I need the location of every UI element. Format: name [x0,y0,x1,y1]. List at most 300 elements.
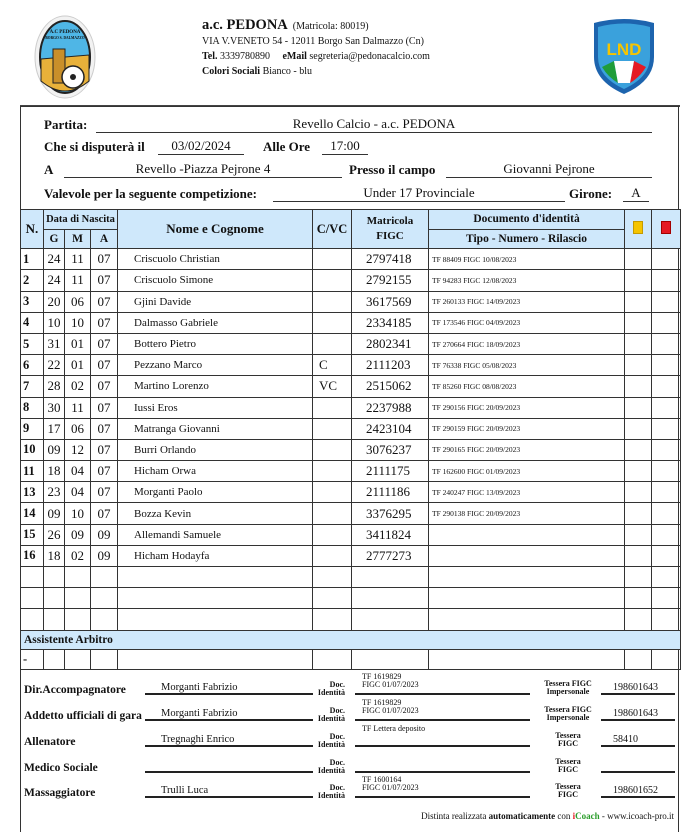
cell-n[interactable]: 7 [21,376,44,397]
cell-yellow-card[interactable] [625,333,652,354]
staff-doc-line1: TF 1619829 [362,672,402,681]
staff-doc-field[interactable] [355,751,530,773]
cell-yellow-card[interactable] [625,609,652,630]
cell-n[interactable] [21,567,44,588]
doc-label-1: Doc. [329,783,345,792]
assistant-cell[interactable] [44,650,65,670]
club-logo [33,15,97,99]
cell-cvc[interactable] [313,249,352,270]
assistant-cell[interactable] [118,650,313,670]
table-row [21,588,681,609]
staff-doc-field[interactable] [355,673,530,695]
cell-m[interactable]: 06 [65,418,91,439]
cell-mat[interactable]: 2111175 [352,461,429,482]
cell-m[interactable]: 01 [65,333,91,354]
tessera-label [533,783,603,798]
tessera-label [533,680,603,695]
header-name: Nome e Cognome [118,210,313,249]
cell-doc[interactable]: TF 290156 FIGC 20/09/2023 [429,397,625,418]
cell-name[interactable]: Burri Orlando [118,439,313,460]
cell-name[interactable]: Hicham Hodayfa [118,545,313,566]
staff-role: Medico Sociale [24,762,98,774]
header-matricola-line2: FIGC [376,230,404,243]
cell-cvc[interactable] [313,461,352,482]
assistant-cell[interactable] [625,650,652,670]
cell-g[interactable]: 20 [44,291,65,312]
staff-name-field[interactable]: Morganti Fabrizio [145,707,313,721]
staff-role: Allenatore [24,736,76,748]
time-label: Alle Ore [263,139,311,154]
header-g: G [44,229,65,249]
cell-n[interactable]: 9 [21,418,44,439]
cell-m[interactable]: 04 [65,482,91,503]
doc-identity-label [313,733,345,748]
staff-doc-line1: TF Lettera deposito [362,724,426,733]
cell-g[interactable]: 28 [44,376,65,397]
cell-m[interactable]: 11 [65,249,91,270]
cell-mat[interactable]: 3411824 [352,524,429,545]
assistant-n[interactable]: - [21,650,44,670]
red-card-icon [661,221,671,234]
staff-doc-field[interactable] [355,725,530,747]
competition-field[interactable]: Under 17 Provinciale [273,185,565,202]
cell-name[interactable]: Gjini Davide [118,291,313,312]
roster-table [20,209,681,670]
tessera-label [533,732,603,747]
staff-name-field[interactable]: Trulli Luca [145,784,313,798]
cell-red-card[interactable] [652,270,681,291]
cell-n[interactable]: 14 [21,503,44,524]
cell-doc[interactable]: TF 290138 FIGC 20/09/2023 [429,503,625,524]
cell-m[interactable] [65,609,91,630]
header-document: Documento d'identità [429,210,625,230]
cell-n[interactable]: 11 [21,461,44,482]
doc-label-1: Doc. [329,758,345,767]
assistant-cell[interactable] [65,650,91,670]
field-field[interactable]: Giovanni Pejrone [446,161,652,178]
place-label: A [44,162,54,177]
cell-cvc[interactable] [313,588,352,609]
cell-mat[interactable]: 3617569 [352,291,429,312]
cell-red-card[interactable] [652,397,681,418]
cell-name[interactable] [118,567,313,588]
partita-field[interactable]: Revello Calcio - a.c. PEDONA [96,116,652,133]
cell-m[interactable]: 02 [65,376,91,397]
cell-cvc[interactable] [313,418,352,439]
assistant-referee-header: Assistente Arbitro [21,630,681,650]
cell-doc[interactable]: TF 290165 FIGC 20/09/2023 [429,439,625,460]
cell-yellow-card[interactable] [625,270,652,291]
cell-cvc[interactable]: VC [313,376,352,397]
date-field[interactable]: 03/02/2024 [158,138,244,155]
cell-g[interactable]: 09 [44,503,65,524]
header-a: A [91,229,118,249]
cell-doc[interactable] [429,609,625,630]
table-row [21,545,681,566]
brand-coach: Coach [575,811,600,821]
tessera-label [533,758,603,773]
cell-m[interactable]: 10 [65,312,91,333]
staff-doc-line1: TF 1619829 [362,698,402,707]
club-tel: 3339780890 [219,51,270,62]
staff-tessera-field[interactable]: 198601643 [601,707,675,721]
cell-cvc[interactable] [313,270,352,291]
cell-a[interactable] [91,567,118,588]
cell-g[interactable]: 31 [44,333,65,354]
cell-name[interactable]: Hicham Orwa [118,461,313,482]
cell-m[interactable]: 01 [65,355,91,376]
doc-label-2: Identità [317,790,345,800]
cell-red-card[interactable] [652,461,681,482]
cell-a[interactable]: 07 [91,503,118,524]
cell-a[interactable]: 07 [91,418,118,439]
staff-tessera-field[interactable]: 58410 [601,733,675,747]
cell-red-card[interactable] [652,291,681,312]
cell-a[interactable]: 07 [91,439,118,460]
cell-mat[interactable] [352,609,429,630]
cell-yellow-card[interactable] [625,312,652,333]
cell-yellow-card[interactable] [625,439,652,460]
staff-doc-field[interactable] [355,699,530,721]
staff-role: Dir.Accompagnatore [24,684,126,696]
cell-name[interactable]: Morganti Paolo [118,482,313,503]
header-red-card [652,210,681,249]
cell-n[interactable]: 3 [21,291,44,312]
cell-red-card[interactable] [652,418,681,439]
cell-cvc[interactable] [313,567,352,588]
cell-mat[interactable]: 2423104 [352,418,429,439]
cell-m[interactable]: 10 [65,503,91,524]
cell-a[interactable]: 07 [91,333,118,354]
cell-red-card[interactable] [652,355,681,376]
table-row [21,333,681,354]
cell-name[interactable]: Bottero Pietro [118,333,313,354]
tessera-label-2: Impersonale [546,686,590,696]
cell-n[interactable]: 1 [21,249,44,270]
cell-n[interactable]: 2 [21,270,44,291]
assistant-cell[interactable] [652,650,681,670]
cell-name[interactable]: Matranga Giovanni [118,418,313,439]
cell-mat[interactable]: 2111203 [352,355,429,376]
cell-name[interactable]: Criscuolo Christian [118,249,313,270]
club-logo-text: A.C PEDONA [49,30,81,35]
cell-red-card[interactable] [652,545,681,566]
cell-yellow-card[interactable] [625,249,652,270]
cell-g[interactable] [44,567,65,588]
club-name: a.c. PEDONA [202,17,288,33]
header-matricola-line1: Matricola [366,215,414,228]
cell-cvc[interactable] [313,439,352,460]
cell-mat[interactable] [352,588,429,609]
cell-mat[interactable]: 2334185 [352,312,429,333]
doc-identity-label [313,707,345,722]
cell-yellow-card[interactable] [625,376,652,397]
assistant-cell[interactable] [313,650,352,670]
cell-g[interactable]: 24 [44,270,65,291]
cell-cvc[interactable] [313,545,352,566]
cell-yellow-card[interactable] [625,524,652,545]
club-logo-subtext: BORGO S. DALMAZZO [45,36,85,40]
cell-n[interactable]: 16 [21,545,44,566]
cell-red-card[interactable] [652,588,681,609]
cell-a[interactable]: 07 [91,482,118,503]
header-document-detail: Tipo - Numero - Rilascio [429,229,625,249]
brand-i: i [572,811,576,821]
staff-name-field[interactable]: Tregnaghi Enrico [145,733,313,747]
cell-n[interactable]: 10 [21,439,44,460]
cell-m[interactable]: 09 [65,524,91,545]
cell-mat[interactable]: 2802341 [352,333,429,354]
cell-a[interactable]: 09 [91,524,118,545]
tel-label: Tel. [202,51,218,62]
header-cvc: C/VC [313,210,352,249]
cell-yellow-card[interactable] [625,567,652,588]
footer [20,811,674,821]
cell-doc[interactable]: TF 173546 FIGC 04/09/2023 [429,312,625,333]
cell-doc[interactable]: TF 85260 FIGC 08/08/2023 [429,376,625,397]
cell-cvc[interactable]: C [313,355,352,376]
cell-n[interactable]: 4 [21,312,44,333]
tessera-label-1: Tessera [555,731,581,740]
cell-a[interactable]: 07 [91,461,118,482]
staff-tessera-field[interactable]: 198601652 [601,784,675,798]
staff-doc-line2: FIGC 01/07/2023 [362,706,419,715]
cell-red-card[interactable] [652,567,681,588]
cell-m[interactable] [65,588,91,609]
table-row [21,397,681,418]
cell-g[interactable]: 09 [44,439,65,460]
cell-cvc[interactable] [313,312,352,333]
assistant-cell[interactable] [91,650,118,670]
cell-g[interactable] [44,588,65,609]
cell-yellow-card[interactable] [625,397,652,418]
cell-a[interactable]: 07 [91,355,118,376]
table-row [21,270,681,291]
club-colors: Bianco - blu [262,66,312,77]
cell-n[interactable]: 13 [21,482,44,503]
cell-cvc[interactable] [313,609,352,630]
table-row [21,291,681,312]
cell-mat[interactable]: 2777273 [352,545,429,566]
cell-a[interactable] [91,609,118,630]
cell-doc[interactable] [429,524,625,545]
cell-n[interactable]: 6 [21,355,44,376]
cell-g[interactable]: 22 [44,355,65,376]
cell-red-card[interactable] [652,609,681,630]
cell-doc[interactable] [429,588,625,609]
cell-red-card[interactable] [652,482,681,503]
cell-yellow-card[interactable] [625,482,652,503]
cell-m[interactable]: 11 [65,270,91,291]
cell-doc[interactable]: TF 162600 FIGC 01/09/2023 [429,461,625,482]
field-label: Presso il campo [349,162,436,177]
cell-name[interactable]: Bozza Kevin [118,503,313,524]
yellow-card-icon [633,221,643,234]
club-email[interactable]: segreteria@pedonacalcio.com [309,51,430,62]
staff-role: Addetto ufficiali di gara [24,710,142,722]
cell-name[interactable] [118,609,313,630]
staff-doc-field[interactable] [355,776,530,798]
cell-n[interactable] [21,588,44,609]
doc-identity-label [313,784,345,799]
cell-m[interactable]: 11 [65,397,91,418]
table-row [21,418,681,439]
cell-doc[interactable] [429,545,625,566]
cell-cvc[interactable] [313,482,352,503]
cell-red-card[interactable] [652,376,681,397]
cell-g[interactable]: 17 [44,418,65,439]
staff-tessera-field[interactable] [601,759,675,773]
cell-name[interactable]: Dalmasso Gabriele [118,312,313,333]
header-matricola [352,210,429,249]
doc-label-1: Doc. [329,680,345,689]
club-address: VIA V.VENETO 54 - 12011 Borgo San Dalmazzo (Cn) [202,36,424,47]
cell-m[interactable]: 06 [65,291,91,312]
cell-name[interactable]: Allemandi Samuele [118,524,313,545]
cell-name[interactable]: Martino Lorenzo [118,376,313,397]
cell-a[interactable]: 07 [91,270,118,291]
tessera-label-2: FIGC [558,738,578,748]
doc-identity-label [313,681,345,696]
header-n: N. [21,210,44,249]
cell-yellow-card[interactable] [625,291,652,312]
cell-g[interactable]: 10 [44,312,65,333]
cell-mat[interactable]: 2237988 [352,397,429,418]
cell-name[interactable]: Pezzano Marco [118,355,313,376]
cell-doc[interactable]: TF 260133 FIGC 14/09/2023 [429,291,625,312]
cell-doc[interactable]: TF 270664 FIGC 18/09/2023 [429,333,625,354]
cell-cvc[interactable] [313,291,352,312]
group-field[interactable]: A [623,185,649,202]
footer-suffix[interactable]: - www.icoach-pro.it [601,811,674,821]
cell-n[interactable]: 8 [21,397,44,418]
email-label: eMail [282,51,307,62]
cell-yellow-card[interactable] [625,588,652,609]
cell-doc[interactable]: TF 88409 FIGC 10/08/2023 [429,249,625,270]
doc-label-2: Identità [317,687,345,697]
header-yellow-card [625,210,652,249]
cell-a[interactable]: 07 [91,249,118,270]
cell-yellow-card[interactable] [625,461,652,482]
cell-mat[interactable]: 2792155 [352,270,429,291]
lnd-logo [588,17,660,95]
cell-name[interactable] [118,588,313,609]
cell-n[interactable]: 5 [21,333,44,354]
cell-yellow-card[interactable] [625,503,652,524]
club-matricola: (Matricola: 80019) [292,21,369,32]
cell-yellow-card[interactable] [625,545,652,566]
staff-doc-line2: FIGC 01/07/2023 [362,783,419,792]
cell-m[interactable]: 02 [65,545,91,566]
tessera-label-1: Tessera [555,757,581,766]
staff-name-field[interactable] [145,759,313,773]
cell-mat[interactable]: 3076237 [352,439,429,460]
place-field[interactable]: Revello -Piazza Pejrone 4 [64,161,342,178]
cell-m[interactable]: 04 [65,461,91,482]
lnd-logo-text: LND [606,40,642,59]
table-row [21,609,681,630]
cell-mat[interactable]: 2515062 [352,376,429,397]
cell-g[interactable]: 26 [44,524,65,545]
time-field[interactable]: 17:00 [322,138,368,155]
cell-a[interactable]: 09 [91,545,118,566]
cell-a[interactable] [91,588,118,609]
cell-g[interactable]: 24 [44,249,65,270]
table-row [21,312,681,333]
cell-cvc[interactable] [313,397,352,418]
cell-a[interactable]: 07 [91,397,118,418]
cell-g[interactable]: 30 [44,397,65,418]
cell-red-card[interactable] [652,249,681,270]
cell-red-card[interactable] [652,524,681,545]
tessera-label-1: Tessera FIGC [544,679,592,688]
cell-cvc[interactable] [313,503,352,524]
cell-a[interactable]: 07 [91,312,118,333]
cell-red-card[interactable] [652,439,681,460]
staff-name-field[interactable]: Morganti Fabrizio [145,681,313,695]
staff-role: Massaggiatore [24,787,96,799]
table-row [21,461,681,482]
table-row [21,524,681,545]
cell-red-card[interactable] [652,503,681,524]
cell-m[interactable]: 12 [65,439,91,460]
cell-g[interactable]: 18 [44,545,65,566]
cell-mat[interactable] [352,567,429,588]
club-info [202,18,430,79]
doc-label-2: Identità [317,739,345,749]
cell-red-card[interactable] [652,312,681,333]
cell-a[interactable]: 07 [91,291,118,312]
cell-doc[interactable] [429,567,625,588]
cell-doc[interactable]: TF 240247 FIGC 13/09/2023 [429,482,625,503]
cell-n[interactable] [21,609,44,630]
assistant-cell[interactable] [429,650,625,670]
cell-name[interactable]: Criscuolo Simone [118,270,313,291]
footer-con: con [557,811,571,821]
cell-doc[interactable]: TF 76338 FIGC 05/08/2023 [429,355,625,376]
cell-m[interactable] [65,567,91,588]
tessera-label-2: Impersonale [546,712,590,722]
cell-name[interactable]: Iussi Eros [118,397,313,418]
staff-tessera-field[interactable]: 198601643 [601,681,675,695]
tessera-label-1: Tessera FIGC [544,705,592,714]
cell-yellow-card[interactable] [625,355,652,376]
header-birth: Data di Nascita [44,210,118,230]
cell-yellow-card[interactable] [625,418,652,439]
cell-cvc[interactable] [313,333,352,354]
cell-n[interactable]: 15 [21,524,44,545]
cell-doc[interactable]: TF 290159 FIGC 20/09/2023 [429,418,625,439]
doc-identity-label [313,759,345,774]
group-label: Girone: [569,186,613,201]
assistant-cell[interactable] [352,650,429,670]
cell-a[interactable]: 07 [91,376,118,397]
cell-cvc[interactable] [313,524,352,545]
cell-mat[interactable]: 2797418 [352,249,429,270]
table-row [21,567,681,588]
cell-g[interactable] [44,609,65,630]
cell-mat[interactable]: 2111186 [352,482,429,503]
cell-mat[interactable]: 3376295 [352,503,429,524]
tessera-label [533,706,603,721]
cell-red-card[interactable] [652,333,681,354]
date-label: Che si disputerà il [44,139,145,154]
cell-g[interactable]: 23 [44,482,65,503]
competition-label: Valevole per la seguente competizione: [44,186,258,201]
cell-doc[interactable]: TF 94283 FIGC 12/08/2023 [429,270,625,291]
cell-g[interactable]: 18 [44,461,65,482]
colors-label: Colori Sociali [202,66,261,77]
